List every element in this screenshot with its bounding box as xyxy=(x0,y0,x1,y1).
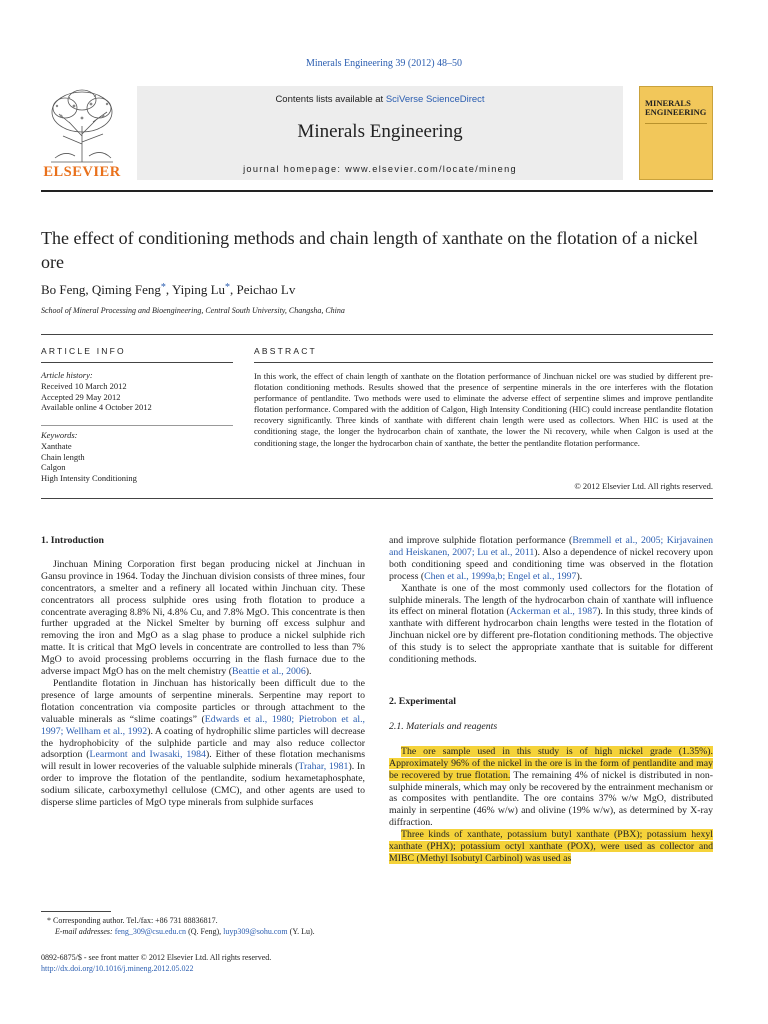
citation-link[interactable]: Ackerman et al., 1987 xyxy=(509,606,598,618)
email-line xyxy=(41,927,371,938)
cover-title-line-2: ENGINEERING xyxy=(645,107,707,117)
keywords-divider xyxy=(41,425,233,426)
contents-prefix: Contents lists available at xyxy=(275,94,386,105)
citation-link[interactable]: Edwards et al., 1980; Pietrobon et al., 1997; Wellham et al., 1992 xyxy=(41,713,365,737)
paragraph-text: Jinchuan Mining Corporation first began producing nickel at Jinchuan in Gansu province in 1964. Today the Jinchuan division consists of three mines, four concentrators, a smelter and a refinery all located within Jinchuan city. These concentrators all process sulphide ores using froth flotation to produce a concentrate averaging 8.8% Ni, 4.8% Cu, and 7.8% MgO. This concentrate is then further upgraded at the Nickel Smelter by burning off excess sulphur and removing the iron and MgO as a slag phase to produce a nickel sulphide rich matte. It is critical that MgO levels in concentrate are controlled to less than 7% MgO to avoid processing problems occurring in the flash furnace due to the adverse impact MgO has on the melt chemistry ( xyxy=(41,558,365,678)
keywords-block xyxy=(41,430,221,484)
affiliation: School of Mineral Processing and Bioengineering, Central South University, Changsha, China xyxy=(41,306,345,315)
corresponding-author-note: * Corresponding author. Tel./fax: +86 731 88836817. xyxy=(47,916,218,925)
keyword: High Intensity Conditioning xyxy=(41,473,137,484)
highlighted-text[interactable]: Three kinds of xanthate, potassium butyl xanthate (PBX); potassium hexyl xanthate (PHX); potassium octyl xanthate (POX), were used as collector and MIBC (Methyl Isobutyl Carbinol) was used as xyxy=(389,829,713,864)
paragraph-text: ). In this study, three kinds of xanthate with different hydrocarbon chain lengths were tested in the flotation of Jinchuan nickel ore by different pre-flotation conditioning methods. The objective of this study is to select the appropriate xanthate that is suitable for different conditioning methods. xyxy=(389,606,713,666)
paragraph-text: Pentlandite flotation in Jinchuan has historically been difficult due to the presence of large amounts of serpentine minerals. Serpentine may report to flotation concentration via composite particles or through attachment to the valuable minerals as “slime coatings” ( xyxy=(41,677,365,725)
paragraph-text: ). Either of these flotation mechanisms will result in lower recoveries of the valuable sulphide minerals ( xyxy=(41,749,366,773)
paragraph xyxy=(389,829,713,865)
paragraph-text: ). xyxy=(576,570,583,582)
paragraph-text: ). xyxy=(305,666,312,678)
journal-title: Minerals Engineering xyxy=(297,121,463,142)
author-separator: , xyxy=(85,282,92,297)
history-heading: Article history: xyxy=(41,370,93,380)
publisher-name: ELSEVIER xyxy=(43,164,121,180)
citation-link[interactable]: Bremmell et al., 2005; Kirjavainen and Heiskanen, 2007; Lu et al., 2011 xyxy=(389,535,713,558)
email-label: E-mail addresses: xyxy=(55,926,115,936)
journal-masthead xyxy=(41,86,713,186)
paragraph xyxy=(389,535,713,583)
history-accepted: Accepted 29 May 2012 xyxy=(41,391,121,402)
author-list xyxy=(41,282,295,298)
abstract-text: In this work, the effect of chain length of xanthate on the flotation performance of Jinchuan nickel ore was studied by different pre-flotation conditioning methods. Results showed that the presence of serpentine minerals in the ore interferes with the flotation performance of pentlandite. Two methods were used to eliminate the adverse effect of serpentine slimes and improve pentlandite flotation performance. Compared with the addition of Calgon, High Intensity Conditioning (HIC) could increase pentlandite flotation recovery significantly. Three kinds of xanthate with different chain length were used as collectors. When HIC is used at the conditioning stage, the longer the hydrocarbon chain of xanthate, the lower the Ni recovery, while when Calgon is used at the conditioning stage, the longer the hydrocarbon chain of xanthate, the better the pentlandite flotation performance. xyxy=(254,371,713,448)
section-heading-experimental: 2. Experimental xyxy=(389,695,456,707)
keyword: Chain length xyxy=(41,451,85,462)
paragraph xyxy=(41,678,365,809)
citation-link[interactable]: Chen et al., 1999a,b; Engel et al., 1997 xyxy=(424,570,577,582)
highlighted-text[interactable]: The ore sample used in this study is of high nickel grade (1.35%). Approximately 96% of the nickel in the ore is in the form of pentlandite and may be recovered by true flotation. xyxy=(389,745,713,781)
section-divider xyxy=(41,334,713,335)
left-column xyxy=(41,535,365,809)
journal-reference[interactable]: Minerals Engineering 39 (2012) 48–50 xyxy=(305,58,463,69)
abstract-label: ABSTRACT xyxy=(254,346,317,356)
paragraph xyxy=(389,746,713,829)
author-name: Yiping Lu xyxy=(171,282,226,297)
journal-homepage[interactable]: journal homepage: www.elsevier.com/locate/mineng xyxy=(243,164,517,174)
abstract-copyright: © 2012 Elsevier Ltd. All rights reserved. xyxy=(574,481,713,491)
subsection-heading-materials: 2.1. Materials and reagents xyxy=(389,720,498,732)
citation-link[interactable]: Trahar, 1981 xyxy=(298,761,349,773)
abstract-divider xyxy=(254,362,713,363)
keyword: Calgon xyxy=(41,462,66,473)
keywords-heading: Keywords: xyxy=(41,430,78,440)
article-history xyxy=(41,370,221,413)
author-name: Qiming Feng xyxy=(91,282,161,297)
email-owner: (Y. Lu). xyxy=(287,926,315,936)
journal-cover-thumbnail xyxy=(639,86,713,180)
corresponding-author-marker[interactable]: * xyxy=(160,282,166,293)
paragraph-text: ). A coating of hydrophilic slime particles will decrease the hydrophobicity of the sulphide particle and may also reduce collector adsorption ( xyxy=(41,725,365,761)
contents-line xyxy=(137,94,623,105)
author-separator: , xyxy=(165,282,172,297)
footnote-rule xyxy=(41,911,111,912)
paragraph-text: ). Also a dependence of nickel recovery upon both conditioning speed and conditioning time was observed in the flotation process ( xyxy=(389,546,713,582)
email-owner: (Q. Feng), xyxy=(186,926,224,936)
footnote xyxy=(41,916,371,937)
paragraph-text: and improve sulphide flotation performance ( xyxy=(389,535,573,546)
journal-banner xyxy=(137,86,623,180)
doi-link[interactable]: http://dx.doi.org/10.1016/j.mineng.2012.05.022 xyxy=(41,964,194,973)
body-divider xyxy=(41,498,713,499)
cover-decoration xyxy=(645,123,707,165)
page-footer xyxy=(41,952,271,974)
article-title: The effect of conditioning methods and chain length of xanthate on the flotation of a nickel ore xyxy=(41,228,698,272)
author-name: Peichao Lv xyxy=(236,282,296,297)
issn-line: 0892-6875/$ - see front matter © 2012 Elsevier Ltd. All rights reserved. xyxy=(41,953,272,962)
paragraph xyxy=(389,583,713,666)
masthead-divider xyxy=(41,190,713,192)
author-separator: , xyxy=(230,282,237,297)
cover-title-line-1: MINERALS xyxy=(645,98,691,108)
citation-link[interactable]: Learmont and Iwasaki, 1984 xyxy=(89,749,206,761)
email-link[interactable]: feng_309@csu.edu.cn xyxy=(114,926,187,936)
paragraph-text: The remaining 4% of nickel is distributed in non-sulphide minerals, which may only be recovered by the entrainment mechanism or as composites with pentlandite. The ore contains 37% w/w MgO, distributed mainly in serpentine (46% w/w) and olivine (19% w/w), as determined by X-ray diffraction. xyxy=(389,769,713,829)
right-column xyxy=(389,535,713,865)
email-link[interactable]: luyp309@sohu.com xyxy=(223,926,288,936)
paragraph-text: ). In order to improve the flotation of the pentlandite, sodium hexametaphosphate, sodium silicate, carboxymethyl cellulose (CMC), and other agents are used to disperse slime particles of MgO type minerals from sulphide surfaces xyxy=(41,761,365,809)
article-info-divider xyxy=(41,362,233,363)
corresponding-author-marker[interactable]: * xyxy=(225,282,231,293)
sciencedirect-link[interactable]: SciVerse ScienceDirect xyxy=(385,94,485,105)
article-info-label: ARTICLE INFO xyxy=(41,346,126,356)
keyword: Xanthate xyxy=(41,440,72,451)
history-online: Available online 4 October 2012 xyxy=(41,402,152,413)
history-received: Received 10 March 2012 xyxy=(41,380,127,391)
cover-title xyxy=(645,99,706,117)
citation-link[interactable]: Beattie et al., 2006 xyxy=(232,666,306,678)
paragraph xyxy=(41,559,365,678)
section-heading-introduction: 1. Introduction xyxy=(41,535,104,546)
author-name: Bo Feng xyxy=(41,282,86,297)
paragraph-text: Xanthate is one of the most commonly used collectors for the flotation of sulphide minerals. The length of the hydrocarbon chain of xanthate will influence its effect on mineral flotation ( xyxy=(389,582,713,618)
